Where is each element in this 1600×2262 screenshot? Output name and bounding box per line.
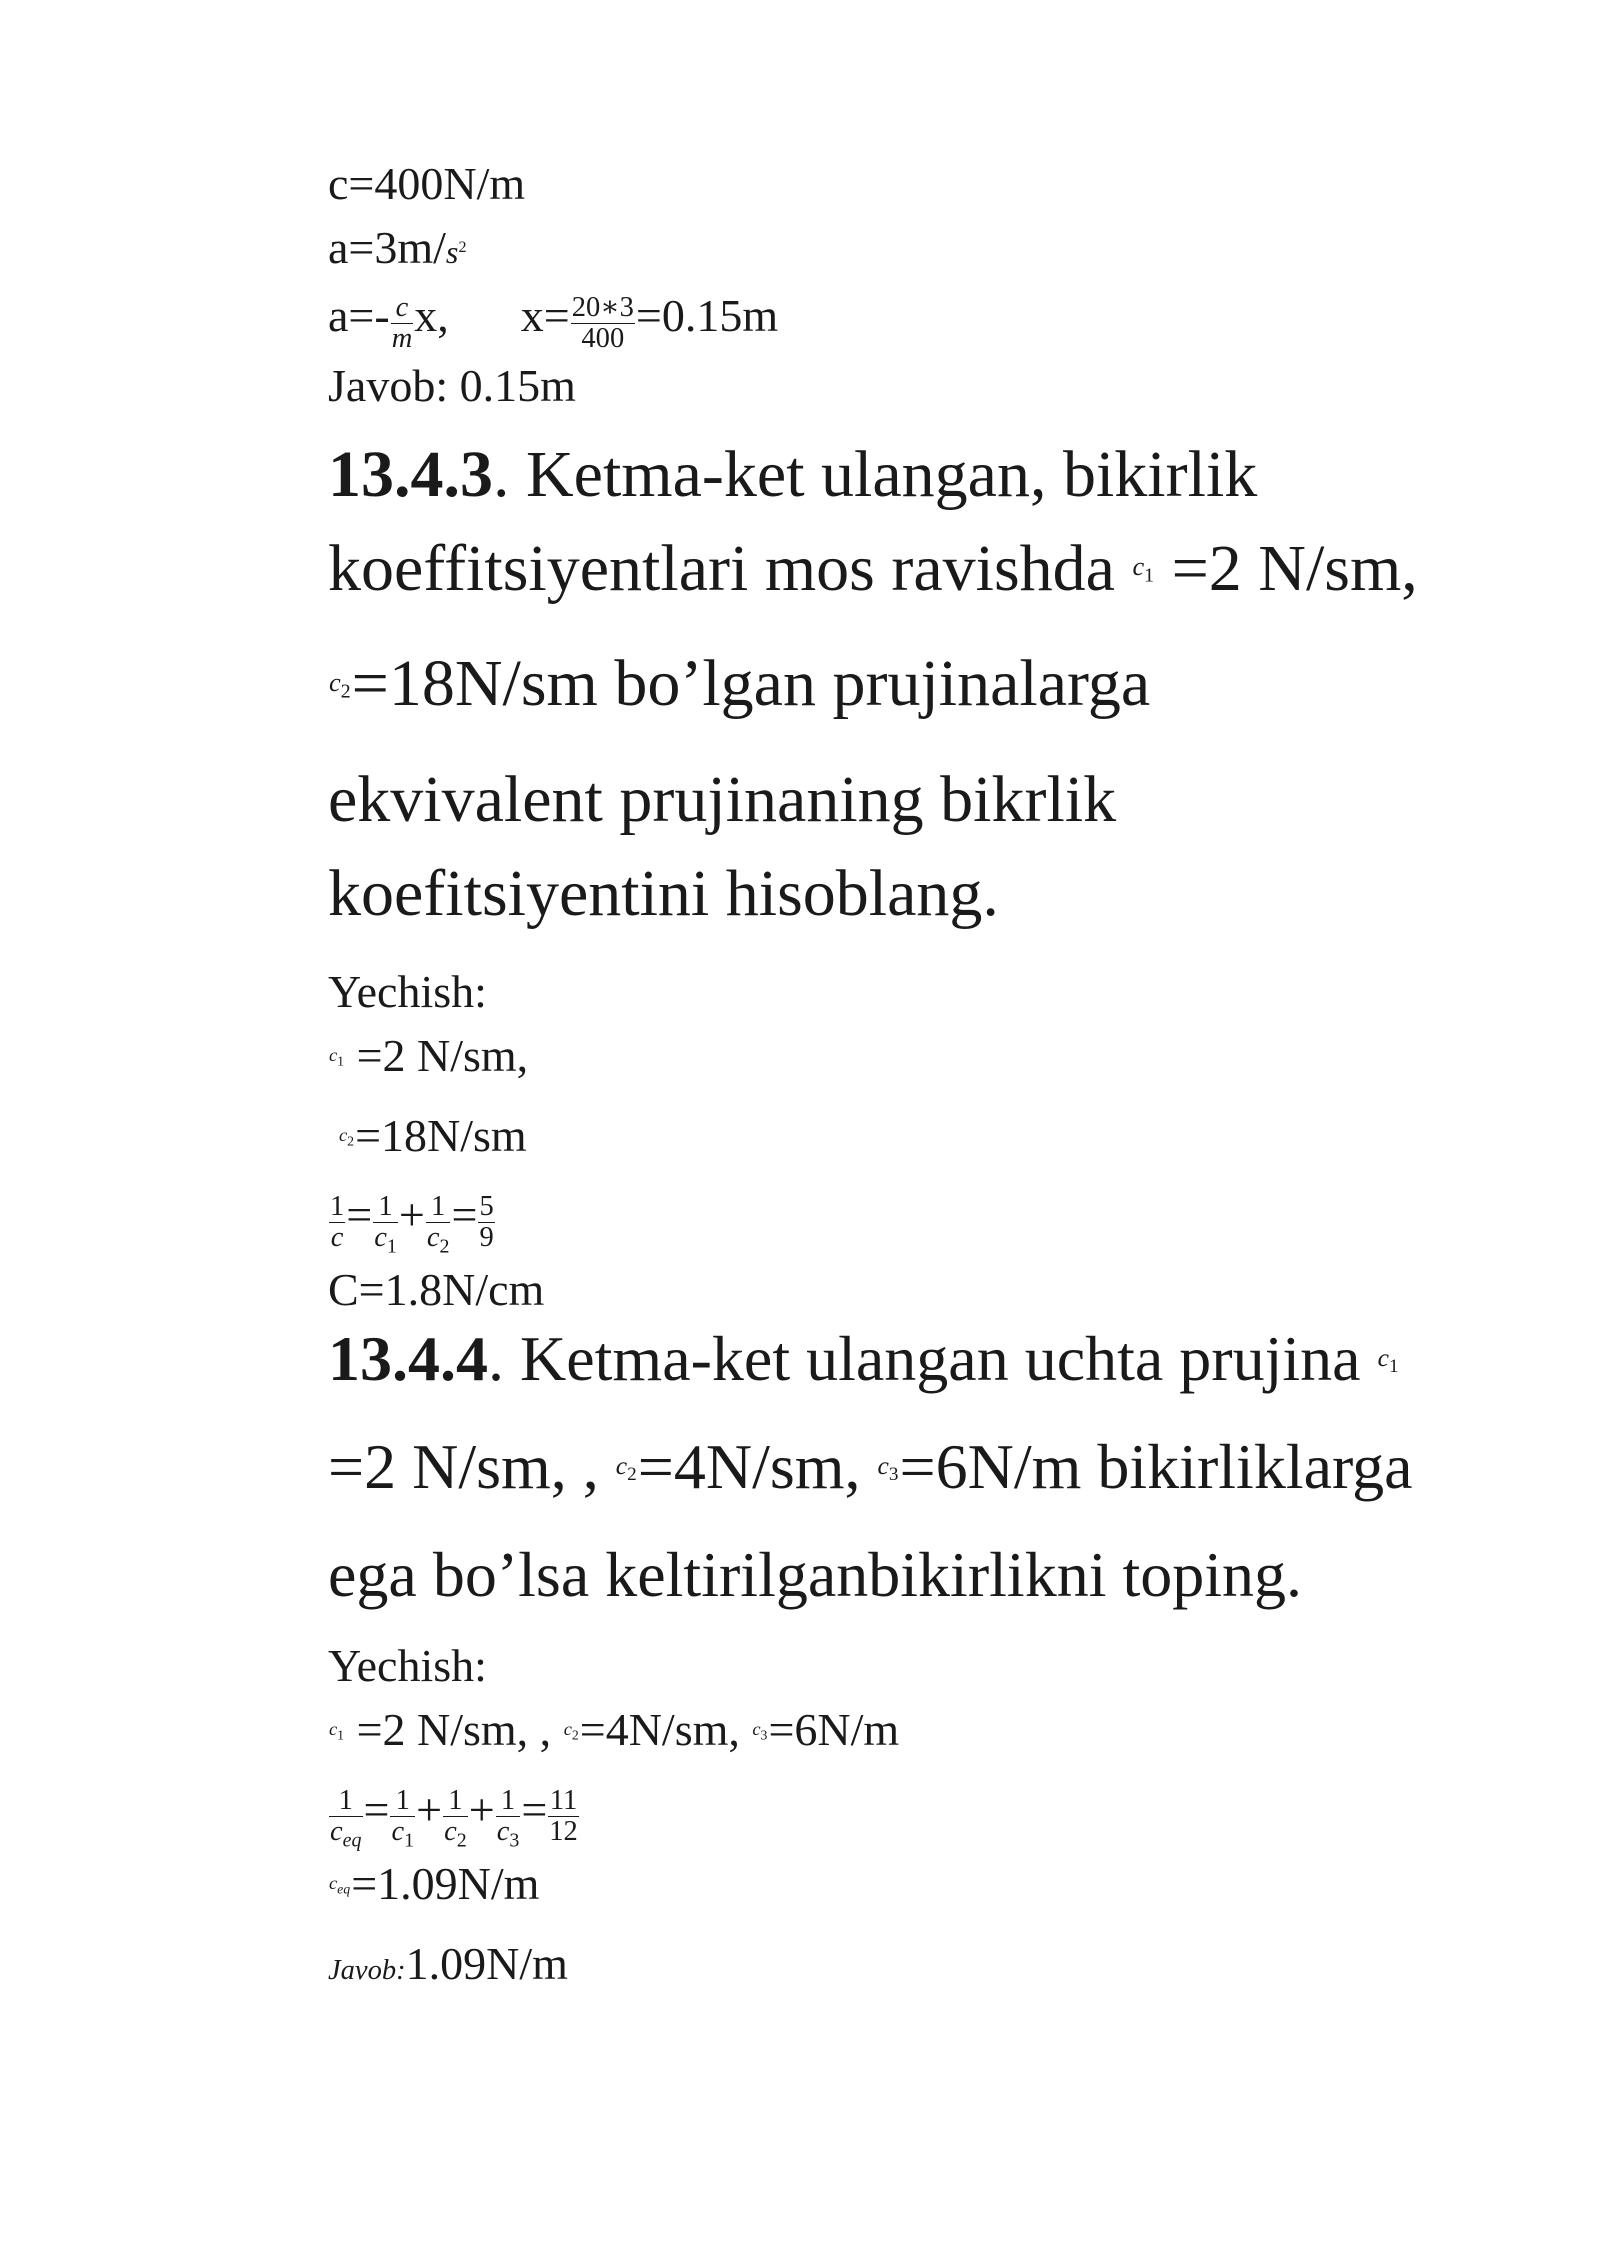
result-line: C=1.8N/cm	[328, 1263, 545, 1315]
previous-solution	[328, 152, 778, 418]
javob-line: Javob:1.09N/m	[328, 1937, 568, 1989]
c-value-line: c=400N/m	[328, 158, 526, 209]
yechish-label: Yechish:	[328, 1640, 487, 1691]
problem-number: 13.4.4	[328, 1323, 488, 1394]
problem-number: 13.4.3	[328, 438, 493, 511]
yechish-label: Yechish:	[328, 966, 487, 1017]
javob-line: Javob: 0.15m	[328, 359, 576, 411]
reciprocal-formula: $\frac{1}{c}$ = $\frac{1}{c_1}$ + $\frac{1}{c_2}$ = $\frac{5}{9}$	[330, 1189, 494, 1258]
solution-13-4-4: Yechish: $^{c_1}$ =2 N/sm, , $^{c_2}$=4N/sm, $^{c_3}$=6N/m 1 $c_{eq}$ = $\frac{1}{c_1}$ + $\frac{1}{c_2}$ + $\frac{1}{c_3}$ = $\frac{11}{12}$ $^{c_{eq}}$=1.09N/m Javob:1.09N/m	[328, 1634, 899, 2003]
problem-13-4-4: 13.4.4. Ketma-ket ulangan uchta prujina $^{c_1}$ =2 N/sm, , $^{c_2}$=4N/sm, $^{c_3}$=6N/m bikirliklarga ega bo’lsa keltirilganbikirlikni toping.	[328, 1323, 1413, 1611]
formula-line: a=- $\frac{c}{m}$ x, x= $\frac{20∗3}{400}$ =0.15m	[328, 290, 779, 354]
fraction-x: $\frac{20∗3}{400}$	[571, 291, 634, 354]
solution-13-4-3: Yechish: $^{c_1}$ =2 N/sm, $^{c_2}$=18N/sm $\frac{1}{c}$ = $\frac{1}{c_1}$ + $\frac{1}{c_2}$ = $\frac{5}{9}$ C=1.8N/cm	[328, 960, 544, 1322]
fraction-c-over-m: $\frac{c}{m}$	[391, 291, 413, 354]
reciprocal-formula: 1 $c_{eq}$ = $\frac{1}{c_1}$ + $\frac{1}{c_2}$ + $\frac{1}{c_3}$ = $\frac{11}{12}$	[330, 1783, 578, 1853]
a-value-line: $a=3m/s^2$	[328, 222, 467, 273]
problem-13-4-3: 13.4.3. Ketma-ket ulangan, bikirlik koeffitsiyentlari mos ravishda $^{c_1}$ =2 N/sm, $^{c_2}$=18N/sm bo’lgan prujinalarga ekvivalent prujinaning bikrlik koefitsiyentini hisoblang.	[328, 438, 1418, 930]
